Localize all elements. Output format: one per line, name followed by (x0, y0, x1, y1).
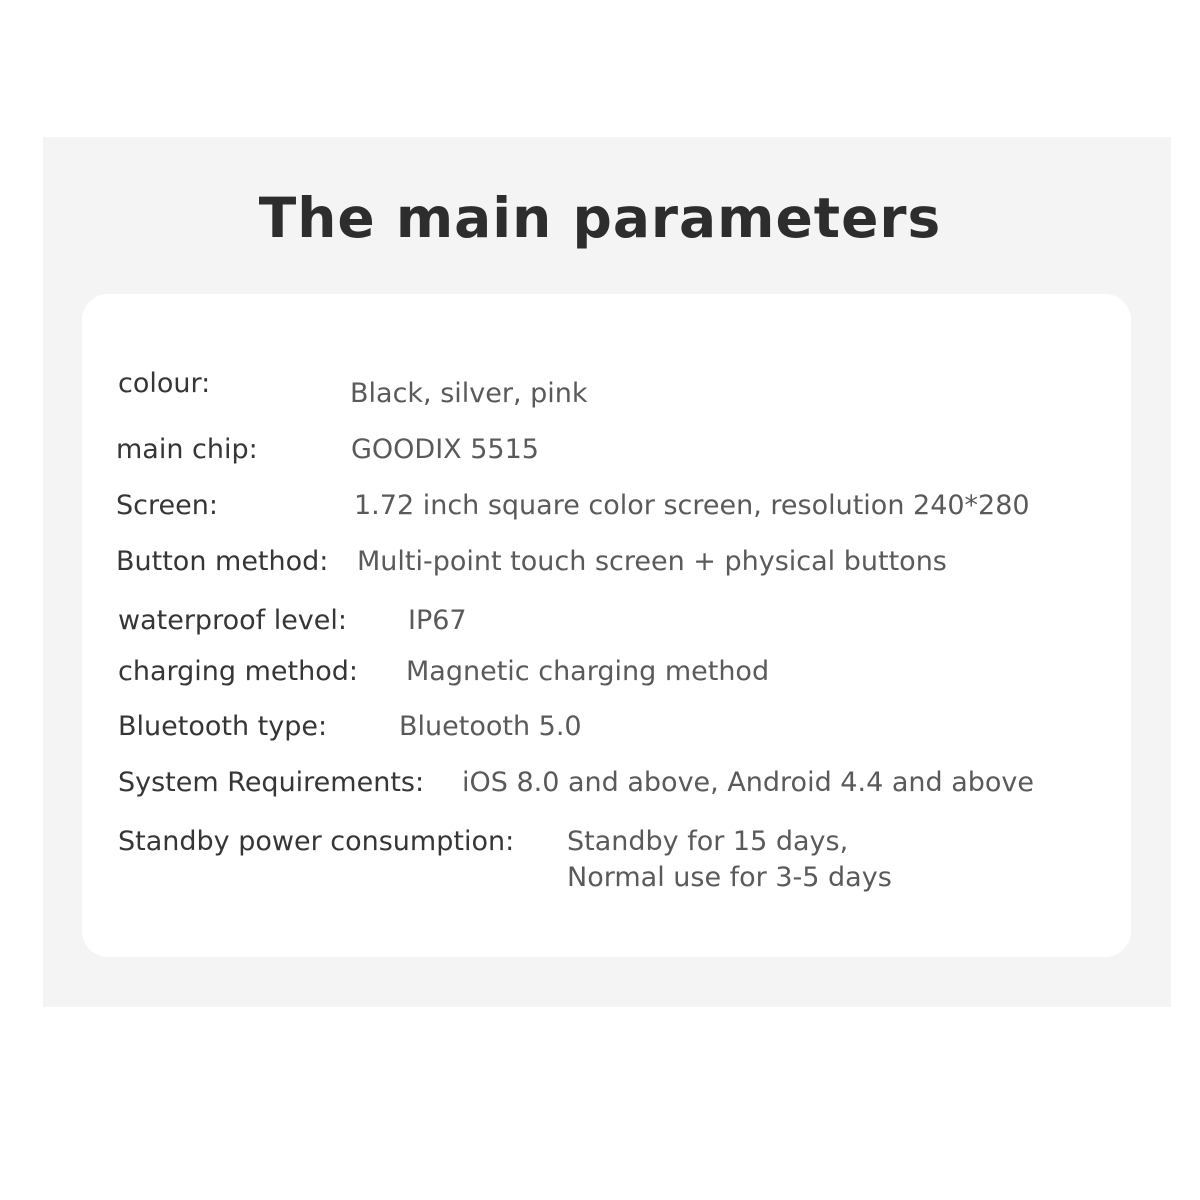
param-label-screen: Screen: (116, 490, 218, 521)
param-label-colour: colour: (118, 368, 211, 399)
param-value-screen: 1.72 inch square color screen, resolution 240*280 (354, 490, 1030, 521)
param-label-bluetooth-type: Bluetooth type: (118, 711, 328, 742)
param-label-main-chip: main chip: (116, 434, 258, 465)
param-label-waterproof-level: waterproof level: (118, 605, 347, 636)
page-title: The main parameters (258, 186, 942, 250)
param-value-standby-power-line2: Normal use for 3-5 days (567, 862, 892, 893)
param-value-main-chip: GOODIX 5515 (351, 434, 539, 465)
param-label-standby-power: Standby power consumption: (118, 826, 515, 857)
param-label-system-requirements: System Requirements: (118, 767, 425, 798)
param-value-button-method: Multi-point touch screen + physical buttons (357, 546, 947, 577)
param-value-colour: Black, silver, pink (350, 378, 588, 409)
param-label-button-method: Button method: (116, 546, 329, 577)
param-value-system-requirements: iOS 8.0 and above, Android 4.4 and above (462, 767, 1034, 798)
param-value-standby-power-line1: Standby for 15 days, (567, 826, 849, 857)
param-value-bluetooth-type: Bluetooth 5.0 (399, 711, 582, 742)
param-value-charging-method: Magnetic charging method (406, 656, 770, 687)
param-value-waterproof-level: IP67 (408, 605, 467, 636)
param-label-charging-method: charging method: (118, 656, 358, 687)
